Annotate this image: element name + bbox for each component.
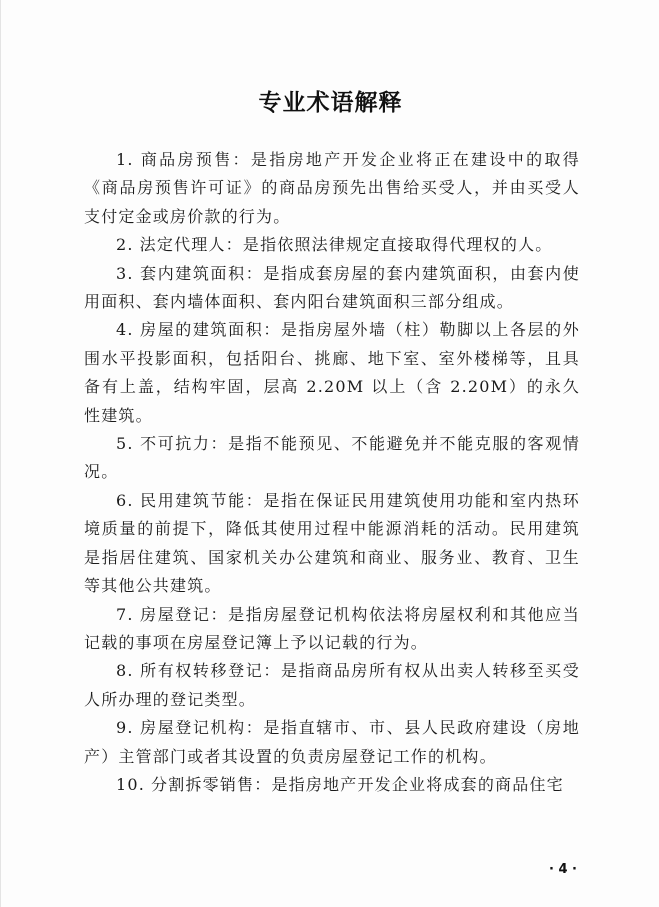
term-text: 不可抗力：是指不能预见、不能避免并不能克服的客观情况。 xyxy=(84,434,580,482)
term-text: 套内建筑面积：是指成套房屋的套内建筑面积，由套内使用面积、套内墙体面积、套内阳台建筑面积三部分组成。 xyxy=(84,263,580,312)
term-paragraph-6 xyxy=(84,487,580,601)
term-number: 1. xyxy=(116,150,134,169)
term-number: 9. xyxy=(116,718,134,738)
term-paragraph-7 xyxy=(84,601,580,658)
term-paragraph-8 xyxy=(84,657,580,714)
term-text: 商品房预售：是指房地产开发企业将正在建设中的取得《商品房预售许可证》的商品房预先出售给买受人，并由买受人支付定金或房价款的行为。 xyxy=(84,150,580,226)
term-text: 分割拆零销售：是指房地产开发企业将成套的商品住宅 xyxy=(151,774,564,794)
term-number: 2. xyxy=(116,235,134,255)
term-paragraph-9 xyxy=(84,714,580,771)
term-number: 6. xyxy=(116,490,134,510)
term-paragraph-2 xyxy=(84,231,580,259)
term-number: 4. xyxy=(116,320,134,340)
term-number: 7. xyxy=(116,604,134,624)
term-paragraph-10 xyxy=(84,771,580,799)
term-paragraph-5 xyxy=(84,430,580,487)
terms-list xyxy=(84,146,580,799)
term-text: 法定代理人：是指依照法律规定直接取得代理权的人。 xyxy=(139,235,553,255)
term-text: 房屋的建筑面积：是指房屋外墙（柱）勒脚以上各层的外围水平投影面积，包括阳台、挑廊、地下室、室外楼梯等，且具备有上盖，结构牢固，层高 2.20M 以上（含 2.20M）的永久性建筑。 xyxy=(84,320,580,425)
term-paragraph-1 xyxy=(84,146,580,231)
term-paragraph-3 xyxy=(84,260,580,317)
term-text: 房屋登记：是指房屋登记机构依法将房屋权利和其他应当记载的事项在房屋登记簿上予以记载的行为。 xyxy=(84,604,580,652)
term-number: 3. xyxy=(116,263,134,283)
term-text: 所有权转移登记：是指商品房所有权从出卖人转移至买受人所办理的登记类型。 xyxy=(84,661,580,709)
term-number: 8. xyxy=(116,661,134,681)
term-number: 5. xyxy=(116,434,134,454)
term-paragraph-4 xyxy=(84,316,580,430)
page-number: · 4 · xyxy=(549,862,577,877)
term-text: 民用建筑节能：是指在保证民用建筑使用功能和室内热环境质量的前提下，降低其使用过程中能源消耗的活动。民用建筑是指居住建筑、国家机关办公建筑和商业、服务业、教育、卫生等其他公共建筑。 xyxy=(84,490,580,596)
term-number: 10. xyxy=(116,774,146,794)
page-title: 专业术语解释 xyxy=(258,90,403,116)
term-text: 房屋登记机构：是指直辖市、市、县人民政府建设（房地产）主管部门或者其设置的负责房屋登记工作的机构。 xyxy=(84,718,580,766)
